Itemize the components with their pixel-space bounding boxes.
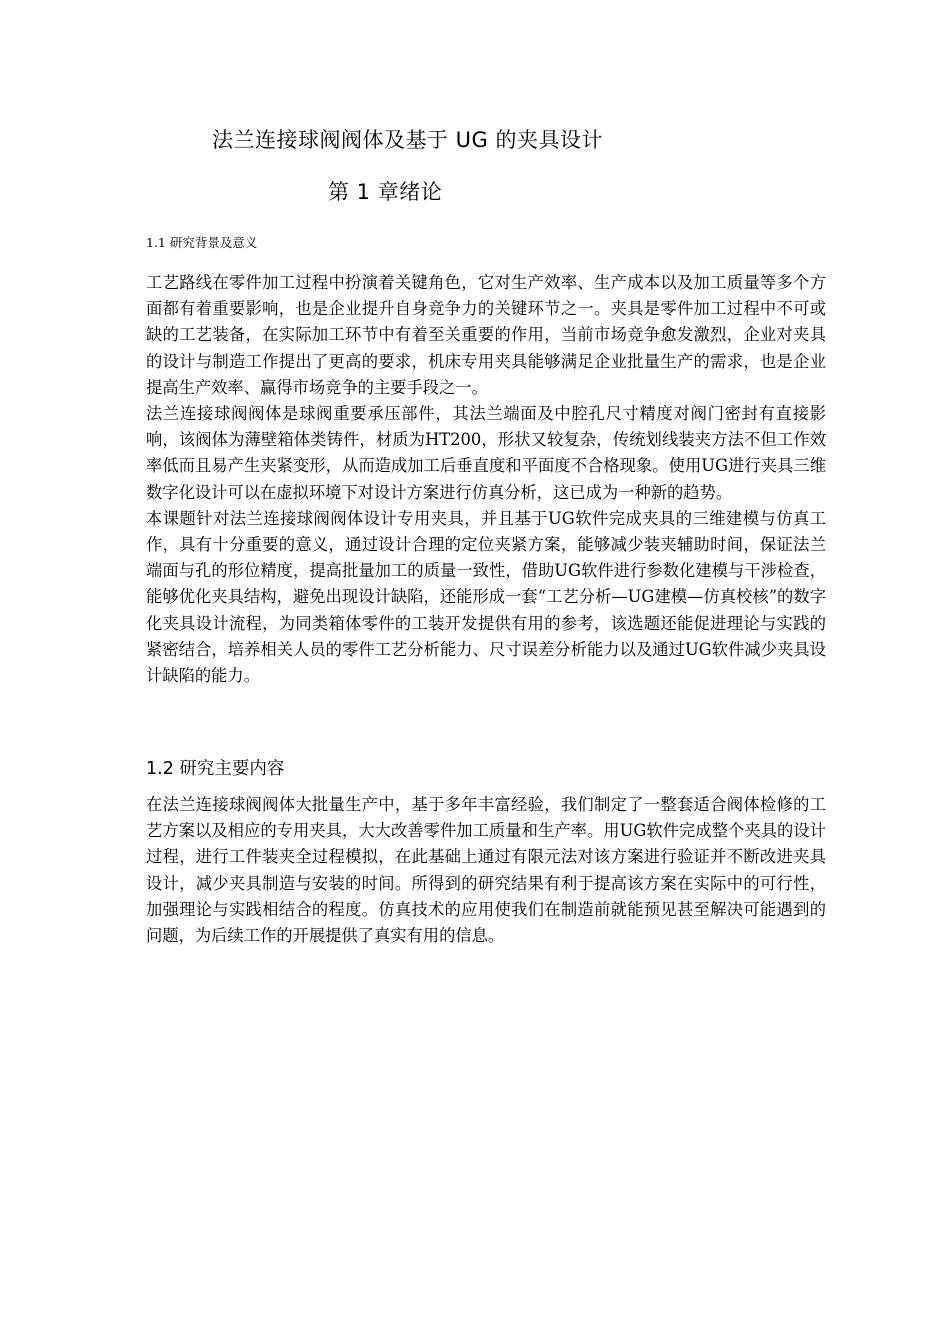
paragraph: 法兰连接球阀阀体是球阀重要承压部件，其法兰端面及中腔孔尺寸精度对阀门密封有直接影响，该阀体为薄壁箱体类铸件，材质为HT200，形状又较复杂，传统划线装夹方法不但工作效率低而且易产生夹紧变形，从而造成加工后垂直度和平面度不合格现象。使用UG进行夹具三维数字化设计可以在虚拟环境下对设计方案进行仿真分析，这已成为一种新的趋势。 — [146, 404, 826, 502]
document-title: 法兰连接球阀阀体及基于 UG 的夹具设计 — [212, 128, 603, 152]
section-1-2-body — [146, 792, 826, 949]
section-1-2-heading: 1.2 研究主要内容 — [146, 759, 285, 779]
chapter-title: 第 1 章绪论 — [328, 180, 443, 204]
section-1-1-body — [146, 270, 826, 689]
paragraph: 工艺路线在零件加工过程中扮演着关键角色，它对生产效率、生产成本以及加工质量等多个方面都有着重要影响，也是企业提升自身竞争力的关键环节之一。夹具是零件加工过程中不可或缺的工艺装备，在实际加工环节中有着至关重要的作用，当前市场竞争愈发激烈，企业对夹具的设计与制造工作提出了更高的要求，机床专用夹具能够满足企业批量生产的需求，也是企业提高生产效率、赢得市场竞争的主要手段之一。 — [146, 273, 826, 397]
paragraph: 本课题针对法兰连接球阀阀体设计专用夹具，并且基于UG软件完成夹具的三维建模与仿真工作，具有十分重要的意义，通过设计合理的定位夹紧方案，能够减少装夹辅助时间，保证法兰端面与孔的形位精度，提高批量加工的质量一致性，借助UG软件进行参数化建模与干涉检查，能够优化夹具结构，避免出现设计缺陷，还能形成一套“工艺分析—UG建模—仿真校核”的数字化夹具设计流程，为同类箱体零件的工装开发提供有用的参考，该选题还能促进理论与实践的紧密结合，培养相关人员的零件工艺分析能力、尺寸误差分析能力以及通过UG软件减少夹具设计缺陷的能力。 — [146, 508, 826, 686]
paragraph: 在法兰连接球阀阀体大批量生产中，基于多年丰富经验，我们制定了一整套适合阀体检修的工艺方案以及相应的专用夹具，大大改善零件加工质量和生产率。用UG软件完成整个夹具的设计过程，进行工件装夹全过程模拟，在此基础上通过有限元法对该方案进行验证并不断改进夹具设计，减少夹具制造与安装的时间。所得到的研究结果有利于提高该方案在实际中的可行性，加强理论与实践相结合的程度。仿真技术的应用使我们在制造前就能预见甚至解决可能遇到的问题，为后续工作的开展提供了真实有用的信息。 — [146, 795, 826, 946]
section-1-1-heading: 1.1 研究背景及意义 — [146, 235, 258, 250]
